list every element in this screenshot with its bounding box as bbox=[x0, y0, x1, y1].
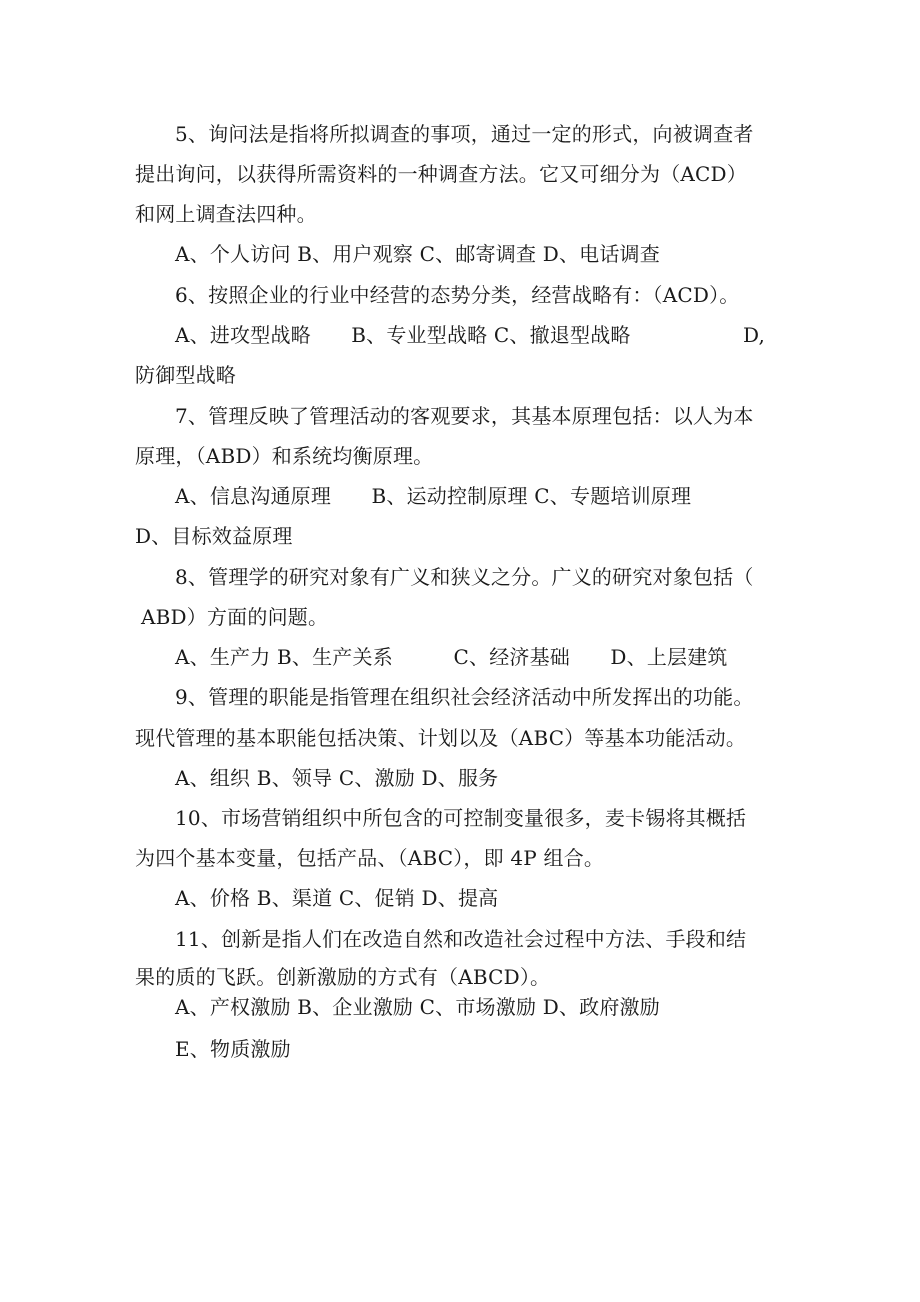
question-10-line-1: 10、市场营销组织中所包含的可控制变量很多，麦卡锡将其概括 bbox=[175, 806, 747, 830]
question-10-line-2: 为四个基本变量，包括产品、（ABC），即 4P 组合。 bbox=[135, 846, 605, 870]
question-5-line-3: 和网上调查法四种。 bbox=[135, 202, 317, 226]
question-9-options: A、组织 B、领导 C、激励 D、服务 bbox=[175, 766, 499, 790]
question-8-options: A、生产力 B、生产关系 C、经济基础 D、上层建筑 bbox=[175, 645, 728, 669]
question-9-line-2: 现代管理的基本职能包括决策、计划以及（ABC）等基本功能活动。 bbox=[135, 726, 747, 750]
question-6-option-d-text: 防御型战略 bbox=[135, 363, 236, 387]
question-6-option-d-label: D, bbox=[743, 323, 766, 347]
question-7-line-2: 原理，（ABD）和系统均衡原理。 bbox=[135, 444, 434, 468]
question-5-line-2: 提出询问，以获得所需资料的一种调查方法。它又可细分为（ACD） bbox=[135, 162, 747, 186]
question-5-options: A、个人访问 B、用户观察 C、邮寄调查 D、电话调查 bbox=[175, 242, 660, 266]
question-8-line-2: ABD）方面的问题。 bbox=[141, 605, 329, 629]
question-11-options-part-2: E、物质激励 bbox=[175, 1037, 291, 1061]
question-6-options-part-1: A、进攻型战略 B、专业型战略 C、撤退型战略 bbox=[175, 323, 631, 347]
question-11-options-part-1: A、产权激励 B、企业激励 C、市场激励 D、政府激励 bbox=[175, 995, 660, 1019]
question-11-line-1: 11、创新是指人们在改造自然和改造社会过程中方法、手段和结 bbox=[175, 927, 747, 951]
question-10-options: A、价格 B、渠道 C、促销 D、提高 bbox=[175, 886, 499, 910]
question-7-options-part-1: A、信息沟通原理 B、运动控制原理 C、专题培训原理 bbox=[175, 484, 692, 508]
question-8-line-1: 8、管理学的研究对象有广义和狭义之分。广义的研究对象包括（ bbox=[175, 565, 754, 589]
question-7-line-1: 7、管理反映了管理活动的客观要求，其基本原理包括：以人为本 bbox=[175, 404, 754, 428]
question-7-options-part-2: D、目标效益原理 bbox=[135, 524, 293, 548]
question-5-line-1: 5、询问法是指将所拟调查的事项，通过一定的形式，向被调查者 bbox=[175, 122, 754, 146]
question-6-line-1: 6、按照企业的行业中经营的态势分类，经营战略有：（ACD）。 bbox=[175, 283, 740, 307]
question-11-line-2: 果的质的飞跃。创新激励的方式有（ABCD）。 bbox=[135, 965, 551, 989]
question-9-line-1: 9、管理的职能是指管理在组织社会经济活动中所发挥出的功能。 bbox=[175, 685, 754, 709]
